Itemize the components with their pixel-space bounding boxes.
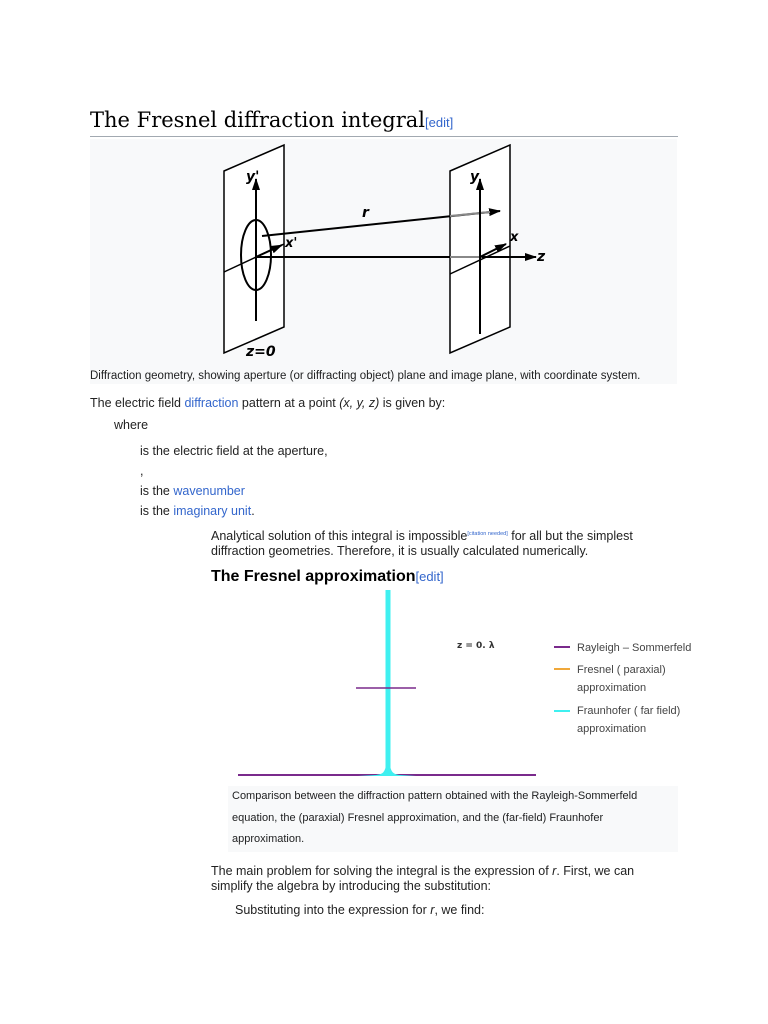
legend-rayleigh: Rayleigh – Sommerfeld [577,642,692,654]
figure1-caption: Diffraction geometry, showing aperture (or diffracting object) plane and image plane, with coordinate system. [90,370,641,382]
legend-fraunhofer-2: approximation [577,723,647,735]
plot-legend [554,642,691,735]
section-heading-fresnel-approximation [211,568,444,586]
diffraction-link[interactable]: diffraction [184,396,239,410]
label-y: y [470,169,480,185]
definition-imaginary: is the imaginary unit. [140,504,255,518]
imaginary-unit-link[interactable]: imaginary unit [173,504,252,518]
analytical-line-2: diffraction geometries. Therefore, it is usually calculated numerically. [211,544,589,558]
diffraction-geometry-figure [90,139,677,384]
label-x-prime: x' [285,236,298,251]
section-title: The Fresnel diffraction integral [90,108,426,132]
legend-fraunhofer: Fraunhofer ( far field) [577,705,681,717]
diffraction-geometry-diagram [90,139,677,384]
heading-divider [90,136,678,137]
problem-line-1: The main problem for solving the integral is the expression of r. First, we can [211,864,635,878]
legend-fresnel-2: approximation [577,682,647,694]
edit-link[interactable]: [edit] [425,115,454,130]
definition-wavenumber: is the wavenumber [140,484,245,498]
section-heading-fresnel-integral [90,108,453,132]
definition-field: is the electric field at the aperture, [140,444,328,458]
approximation-comparison-plot [228,586,692,792]
edit-link[interactable]: [edit] [415,569,444,584]
z-annotation: z = 0. λ [457,641,495,651]
label-y-prime: y' [246,169,260,185]
wavenumber-link[interactable]: wavenumber [173,484,245,498]
section-title: The Fresnel approximation [211,568,416,585]
label-x: x [510,230,519,245]
where-label: where [114,418,149,432]
problem-line-2: simplify the algebra by introducing the substitution: [211,879,492,893]
intro-paragraph: The electric field diffraction pattern at a point (x, y, z) is given by: [90,396,446,410]
substituting-line: Substituting into the expression for r, we find: [235,903,485,917]
definition-comma: , [140,464,144,478]
legend-fresnel: Fresnel ( paraxial) [577,664,666,676]
approximation-comparison-figure [228,586,692,792]
label-z0: z=0 [246,344,276,360]
label-z: z [537,249,546,265]
analytical-line-1: Analytical solution of this integral is impossible[citation needed] for all but the simplest [211,529,633,543]
citation-needed-link[interactable]: [citation needed] [467,530,508,537]
label-r: r [362,205,369,221]
figure2-caption: Comparison between the diffraction pattern obtained with the Rayleigh-Sommerfeld equation, the (paraxial) Fresnel approximation, and the (far-field) Fraunhofer approximation. [228,786,678,852]
